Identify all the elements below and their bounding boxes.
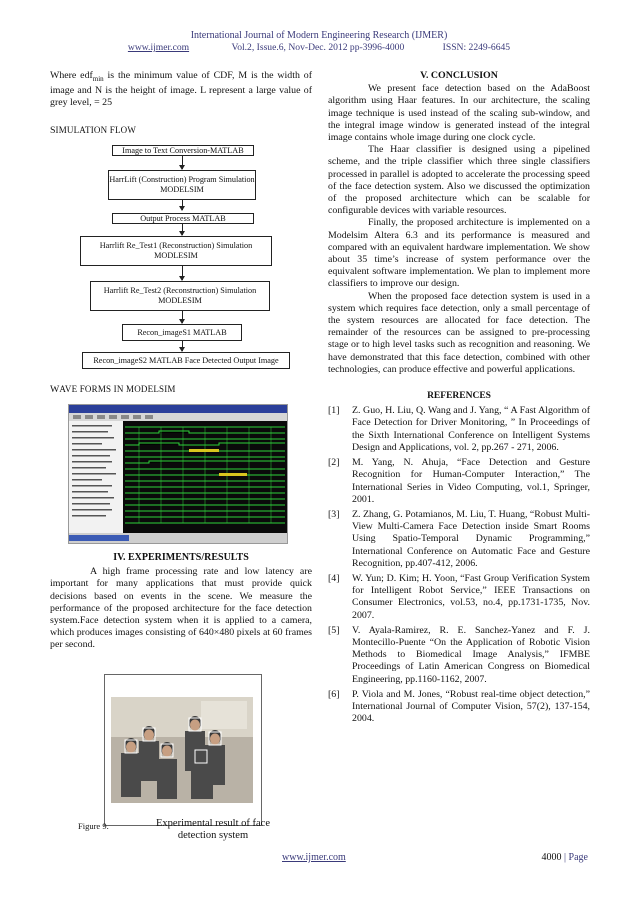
flow-step-1: Image to Text Conversion-MATLAB bbox=[112, 145, 254, 156]
group-photo bbox=[105, 675, 261, 825]
face-detection-result-image bbox=[104, 674, 262, 826]
wave-forms-heading: WAVE FORMS IN MODELSIM bbox=[50, 383, 176, 395]
flow-step-7: Recon_imageS2 MATLAB Face Detected Output Image bbox=[82, 352, 290, 369]
reference-item: [6] P. Viola and M. Jones, “Robust real-time object detection,” International Journal of Computer Vision, 57(2), 137-154, 2004. bbox=[328, 688, 590, 725]
conclusion-title: V. CONCLUSION bbox=[420, 70, 498, 81]
flow-arrow bbox=[182, 311, 183, 323]
conclusion-paragraph-1: We present face detection based on the AdaBoost algorithm using Haar features. In our architecture, the scaling image technique is used instead of the scaling sub-window, and the integral image window is generated instead of the integral image contains whole image during one clock cycle. bbox=[328, 83, 590, 144]
journal-title: International Journal of Modern Engineering Research (IJMER) bbox=[190, 30, 448, 41]
conclusion-paragraph-2: The Haar classifier is designed using a pipelined scheme, and the triple classifier which three single classifiers processed in parallel is adopted to accelerate the processing speed of the face detection system. Also we discussed the optimization of the proposed architecture which can be scalable for configurable devices with variable resources. bbox=[328, 144, 590, 217]
simulation-flow-heading: SIMULATION FLOW bbox=[50, 124, 137, 136]
flow-step-2: HarrLift (Construction) Program Simulation MODELSIM bbox=[108, 170, 256, 200]
reference-item: [4] W. Yun; D. Kim; H. Yoon, “Fast Group Verification System for Intelligent Robot Service,” IEEE Transactions on Consumer Electronics, vol.53, no.4, pp.1731-1735, Nov. 2007. bbox=[328, 572, 590, 621]
flow-arrow bbox=[182, 155, 183, 169]
conclusion-paragraph-4: When the proposed face detection system is used in a system which requires face detection, only a small percentage of the system resources are allocated for face detection. The remainder of the resources can be assigned to pre-processing stage or to high level tasks such as recognition and reasoning. We have demonstrated that this face detection, combined with other technologies, can produce effective and powerful applications. bbox=[328, 290, 590, 375]
flow-step-4: Harrlift Re_Test1 (Reconstruction) Simulation MODLESIM bbox=[80, 236, 272, 266]
flow-arrow bbox=[182, 341, 183, 351]
reference-item: [1] Z. Guo, H. Liu, Q. Wang and J. Yang, “ A Fast Algorithm of Face Detection for Driver Monitoring, ” In Proceedings of the Sixth International Conference on Intelligent Systems Design and Applications, vol. 2, pp.267 - 271, 2006. bbox=[328, 405, 590, 453]
figure-label: Figure 9. bbox=[78, 821, 109, 831]
references-title: REFERENCES bbox=[427, 391, 491, 402]
journal-volume: Vol.2, Issue.6, Nov-Dec. 2012 pp-3996-4000 bbox=[231, 42, 405, 53]
reference-item: [3] Z. Zhang, G. Potamianos, M. Liu, T. Huang, “Robust Multi- View Multi-Camera Face Detection inside Smart Rooms Using Spatio-Temporal Dynamic Programming,” International Conference on Automatic Face and Gesture Recognition, pp.407-412, 2006. bbox=[328, 508, 590, 569]
experiments-paragraph: A high frame processing rate and low latency are important for many applications that must provide quick decisions based on events in the scene. We measure the performance of the proposed architecture for the face detection system.Face detection system when it is applied to a camera, which produces images consisting of 640×480 pixels at 60 frames per second. bbox=[50, 566, 312, 651]
journal-issn: ISSN: 2249-6645 bbox=[442, 42, 511, 53]
flow-step-5: Harrlift Re_Test2 (Reconstruction) Simulation MODLESIM bbox=[90, 281, 270, 311]
figure-caption-text: Experimental result of face detection system bbox=[156, 818, 270, 841]
references-list bbox=[328, 405, 590, 725]
footer-site-link[interactable]: www.ijmer.com bbox=[282, 852, 346, 863]
intro-paragraph: Where edf$_{min}$ is the minimum value of CDF, M is the width of image and N is the height of image. L represent a large value of grey level, = 25 bbox=[50, 70, 312, 109]
modelsim-waveform-screenshot bbox=[68, 404, 288, 544]
page-number: 4000 | Page bbox=[541, 852, 588, 863]
experiments-section-title: IV. EXPERIMENTS/RESULTS bbox=[113, 551, 249, 563]
flow-step-3: Output Process MATLAB bbox=[112, 213, 254, 224]
flow-arrow bbox=[182, 223, 183, 235]
conclusion-paragraph-3: Finally, the proposed architecture is implemented on a Modelsim Altera 6.3 and its performance is measured and compared with an equivalent hardware implementation. We show about 35 time’s increase of system performance over the equivalent software implementation. We plan to implement more classifiers to improve our design. bbox=[328, 217, 590, 290]
reference-item: [2] M. Yang, N. Ahuja, “Face Detection and Gesture Recognition for Human-Computer Interaction,” The International Series in Video Computing, vol.1, Springer, 2001. bbox=[328, 457, 590, 505]
flow-step-6: Recon_imageS1 MATLAB bbox=[122, 324, 242, 341]
journal-meta bbox=[0, 42, 638, 53]
left-column bbox=[50, 70, 312, 826]
right-column bbox=[328, 70, 590, 725]
flow-arrow bbox=[182, 200, 183, 210]
journal-site-link[interactable]: www.ijmer.com bbox=[127, 42, 190, 53]
reference-item: [5] V. Ayala-Ramirez, R. E. Sanchez-Yanez and F. J. Montecillo-Puente “On the Application of Robotic Vision Methods to Biomedical Image Analysis,” IFMBE Proceedings of Latin American Congress on Biomedical Engineering, pp.1160-1162, 2007. bbox=[328, 624, 590, 685]
waveform-image bbox=[69, 405, 287, 543]
flow-arrow bbox=[182, 266, 183, 280]
simulation-flow-diagram bbox=[50, 145, 312, 395]
